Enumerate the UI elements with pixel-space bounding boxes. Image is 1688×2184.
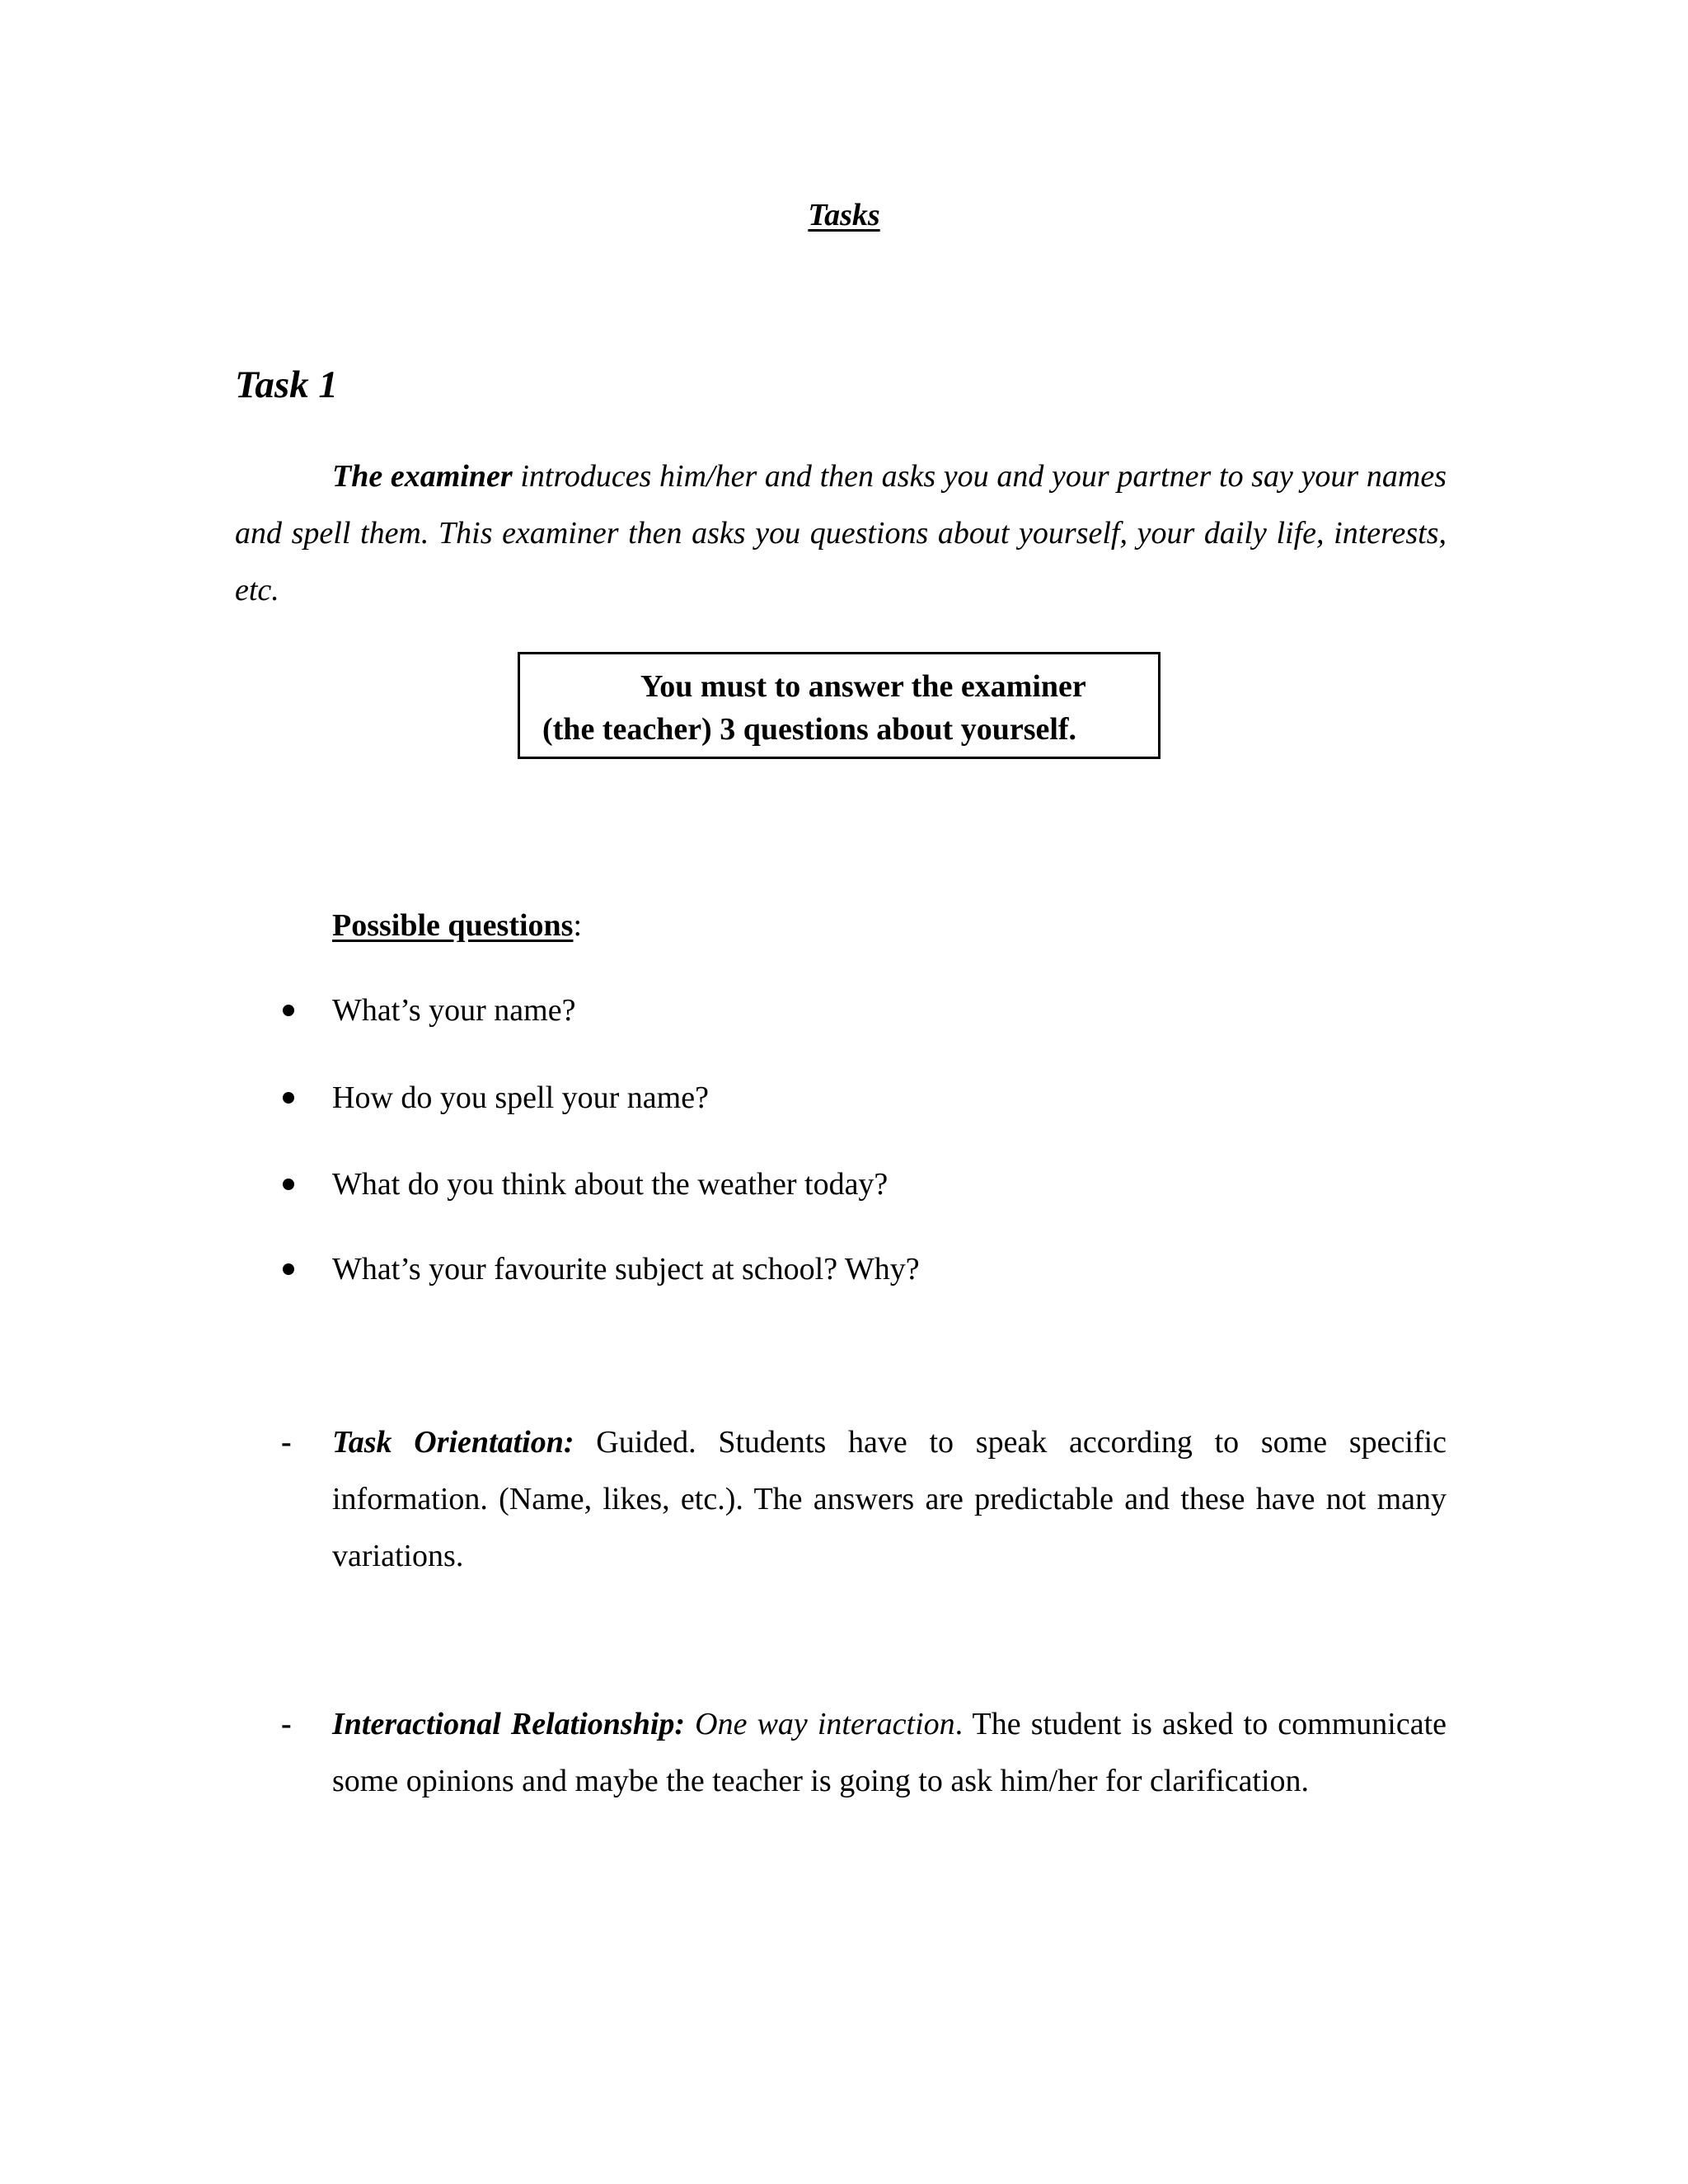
question-text: What do you think about the weather today? xyxy=(332,1167,889,1202)
dash-marker: - xyxy=(281,1707,292,1741)
list-item xyxy=(0,1074,1688,1122)
bullet-icon xyxy=(283,1179,294,1190)
note-body xyxy=(332,1696,1447,1810)
list-item xyxy=(0,1160,1688,1208)
bullet-icon xyxy=(283,1005,294,1016)
instruction-line-1: You must to answer the examiner xyxy=(640,669,1086,704)
note-label: Task Orientation: xyxy=(332,1425,574,1460)
note-italic-text: One way interaction xyxy=(685,1707,955,1741)
question-text: How do you spell your name? xyxy=(332,1080,709,1115)
note-text: Guided. Students have to speak according to some specific information. (Name, likes, etc.). The answers are predictable and these have not many variations. xyxy=(332,1425,1447,1573)
intro-text: introduces him/her and then asks you and your partner to say your names and spell them. This examiner then asks you questions about yourself, your daily life, interests, etc. xyxy=(235,459,1447,607)
task-heading: Task 1 xyxy=(235,363,338,406)
page-title: Tasks xyxy=(808,198,880,232)
question-text: What’s your name? xyxy=(332,993,576,1028)
bullet-icon xyxy=(283,1092,294,1104)
instruction-box xyxy=(518,652,1160,759)
questions-heading xyxy=(332,902,582,949)
dash-marker: - xyxy=(281,1425,292,1460)
note-text: . The student is asked to communicate some opinions and maybe the teacher is going to ask him/her for clarification. xyxy=(332,1707,1447,1798)
note-label: Interactional Relationship: xyxy=(332,1707,686,1741)
note-body xyxy=(332,1414,1447,1585)
intro-paragraph xyxy=(235,448,1447,619)
question-text: What’s your favourite subject at school? Why? xyxy=(332,1252,920,1286)
questions-heading-label: Possible questions xyxy=(332,908,574,943)
intro-lead: The examiner xyxy=(332,459,513,494)
bullet-icon xyxy=(283,1263,294,1275)
questions-heading-suffix: : xyxy=(573,908,583,943)
list-item xyxy=(0,987,1688,1034)
instruction-line-2: (the teacher) 3 questions about yourself. xyxy=(542,712,1077,747)
list-item xyxy=(0,1245,1688,1293)
